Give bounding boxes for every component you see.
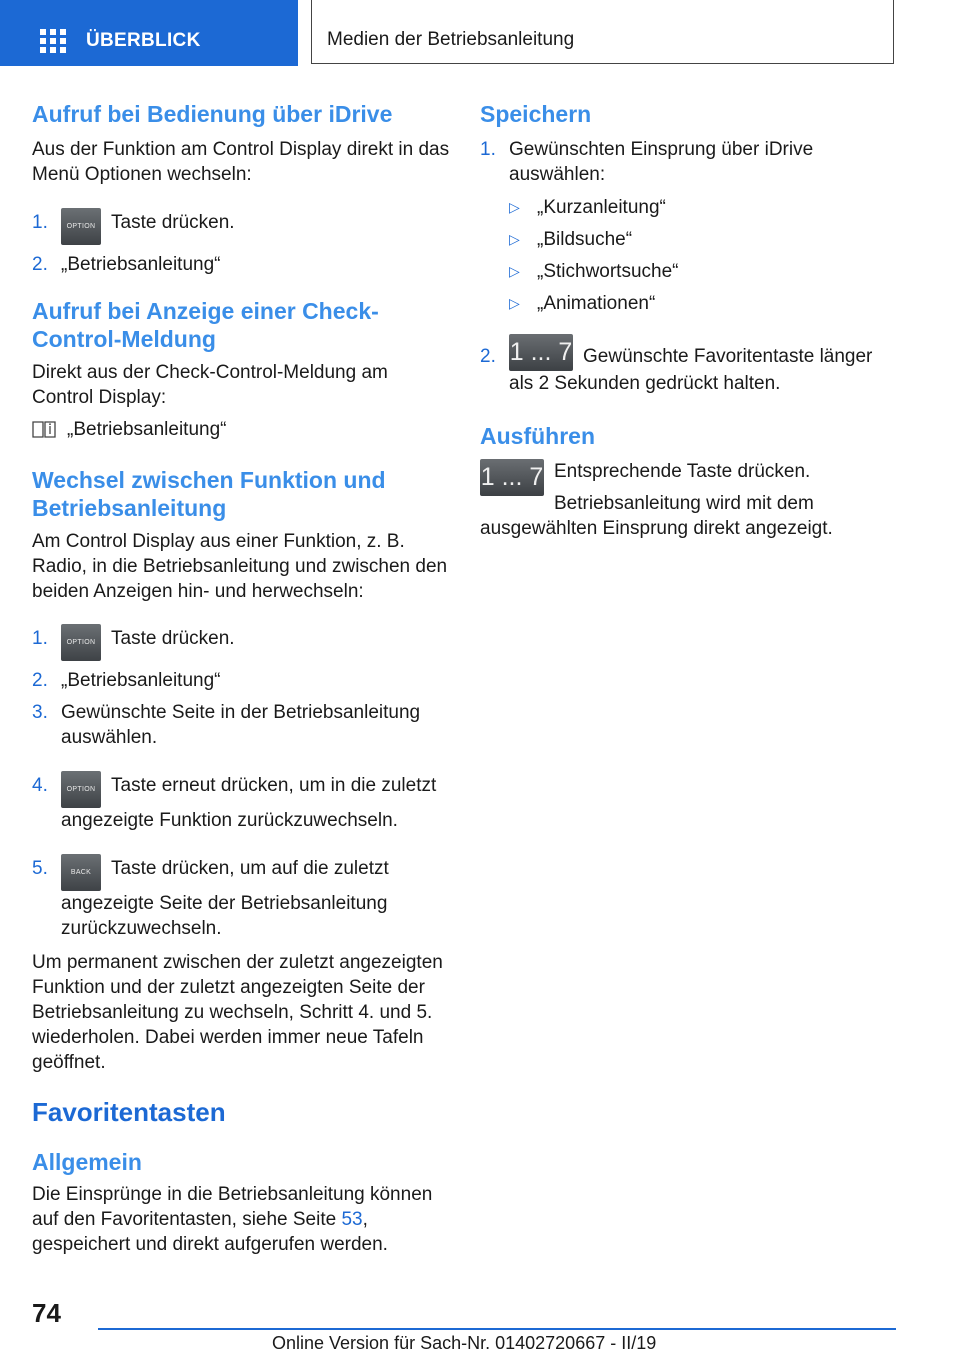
overview-tab-label: ÜBERBLICK <box>86 30 201 51</box>
heading-line: Wechsel zwischen Funktion und <box>32 467 386 493</box>
step-text: Gewünschten Einsprung über iDrive auswählen: <box>509 139 814 185</box>
section-heading-switch <box>32 466 450 522</box>
list-item <box>32 700 450 750</box>
bullet-text: „Stichwortsuche“ <box>537 261 679 282</box>
switch-outro: Um permanent zwischen der zuletzt angezeigten Funktion und der zuletzt angezeigten Seite der Betriebsanleitung zu wechseln, Schritt 4. und 5. wiederholen. Dabei werden immer neue Tafeln geöffnet. <box>32 952 443 1073</box>
text-part: Die Einsprünge in die Betriebsanleitung können auf den Favoritentasten, siehe Seite <box>32 1184 433 1230</box>
page-number: 74 <box>32 1298 61 1328</box>
list-item <box>32 773 450 833</box>
execute-line1: Entsprechende Taste drücken. <box>554 461 811 482</box>
icon-text: „Betriebsanleitung“ <box>67 419 227 440</box>
option-button-icon: OPTION <box>61 208 101 245</box>
heading-line: Betriebsanleitung <box>32 495 227 521</box>
execute-line2: Betriebsanleitung wird mit dem ausgewählten Einsprung direkt angezeigt. <box>480 493 833 539</box>
step-text: Taste drücken. <box>111 212 235 233</box>
list-item <box>32 856 450 941</box>
favorite-button-icon: 1 ... 7 <box>509 334 573 371</box>
switch-intro: Am Control Display aus einer Funktion, z. B. Radio, in die Betriebsanleitung und zwischen den beiden Anzeigen hin- und herwechseln: <box>32 531 448 602</box>
step-number: 2. <box>32 670 48 691</box>
page-header <box>0 0 960 66</box>
back-button-icon: BACK <box>61 854 101 891</box>
list-item <box>480 137 900 187</box>
page-link[interactable]: 53 <box>341 1209 363 1230</box>
heading-line: Aufruf bei Anzeige einer Check- <box>32 298 379 324</box>
list-item <box>32 252 450 277</box>
step-text: „Betriebsanleitung“ <box>61 254 221 275</box>
footer-divider <box>98 1328 896 1330</box>
step-number: 4. <box>32 775 48 796</box>
triangle-icon: ▷ <box>509 199 520 215</box>
favorites-text <box>32 1182 450 1257</box>
grid-icon <box>40 29 67 53</box>
list-item <box>509 227 900 252</box>
section-heading-save: Speichern <box>480 101 592 127</box>
footer-online-version: Online Version für Sach-Nr. 01402720667 - II/19 <box>272 1333 657 1353</box>
bullet-text: „Bildsuche“ <box>537 229 633 250</box>
option-button-icon: OPTION <box>61 771 101 808</box>
triangle-icon: ▷ <box>509 263 520 279</box>
left-column <box>32 100 450 1257</box>
list-item <box>509 291 900 316</box>
bullet-text: „Kurzanleitung“ <box>537 197 666 218</box>
execute-block <box>480 459 900 541</box>
chapter-title: Medien der Betriebsanleitung <box>327 29 575 50</box>
favorite-button-icon: 1 ... 7 <box>480 459 544 496</box>
step-number: 5. <box>32 858 48 879</box>
list-item <box>32 668 450 693</box>
overview-tab[interactable] <box>0 0 298 66</box>
right-column <box>480 100 900 541</box>
chapter-title-box <box>311 0 894 64</box>
step-number: 1. <box>32 628 48 649</box>
heading-line: Control-Meldung <box>32 326 216 352</box>
step-number: 2. <box>480 346 496 367</box>
section-heading-execute: Ausführen <box>480 423 595 449</box>
list-item <box>32 626 450 661</box>
option-button-icon: OPTION <box>61 624 101 661</box>
text-part: , gespeichert und direkt aufgerufen werden. <box>32 1209 388 1255</box>
section-heading-check-control <box>32 297 450 353</box>
idrive-intro: Aus der Funktion am Control Display direkt in das Menü Optionen wechseln: <box>32 139 450 185</box>
step-number: 1. <box>32 212 48 233</box>
bullet-list <box>509 195 900 316</box>
list-item <box>32 210 450 245</box>
list-item <box>509 195 900 220</box>
step-text: Taste drücken. <box>111 628 235 649</box>
section-heading-idrive: Aufruf bei Bedienung über iDrive <box>32 101 393 127</box>
step-number: 2. <box>32 254 48 275</box>
book-icon <box>32 420 56 438</box>
step-number: 3. <box>32 702 48 723</box>
step-number: 1. <box>480 139 496 160</box>
check-control-intro: Direkt aus der Check-Control-Meldung am Control Display: <box>32 362 388 408</box>
list-item <box>32 417 450 442</box>
step-text: Gewünschte Favoritentaste länger als 2 Sekunden gedrückt halten. <box>509 346 873 394</box>
bullet-text: „Animationen“ <box>537 293 656 314</box>
triangle-icon: ▷ <box>509 231 520 247</box>
triangle-icon: ▷ <box>509 295 520 311</box>
list-item <box>480 338 900 396</box>
step-text: „Betriebsanleitung“ <box>61 670 221 691</box>
list-item <box>509 259 900 284</box>
section-heading-favorites: Favoritentasten <box>32 1097 226 1127</box>
step-text: Gewünschte Seite in der Betriebsanleitung auswählen. <box>61 702 421 748</box>
step-text: Taste drücken, um auf die zuletzt angezeigte Seite der Betriebsanleitung zurückzuwechseln. <box>61 858 389 939</box>
subheading-general: Allgemein <box>32 1149 142 1175</box>
step-text: Taste erneut drücken, um in die zuletzt angezeigte Funktion zurückzuwechseln. <box>61 775 437 831</box>
